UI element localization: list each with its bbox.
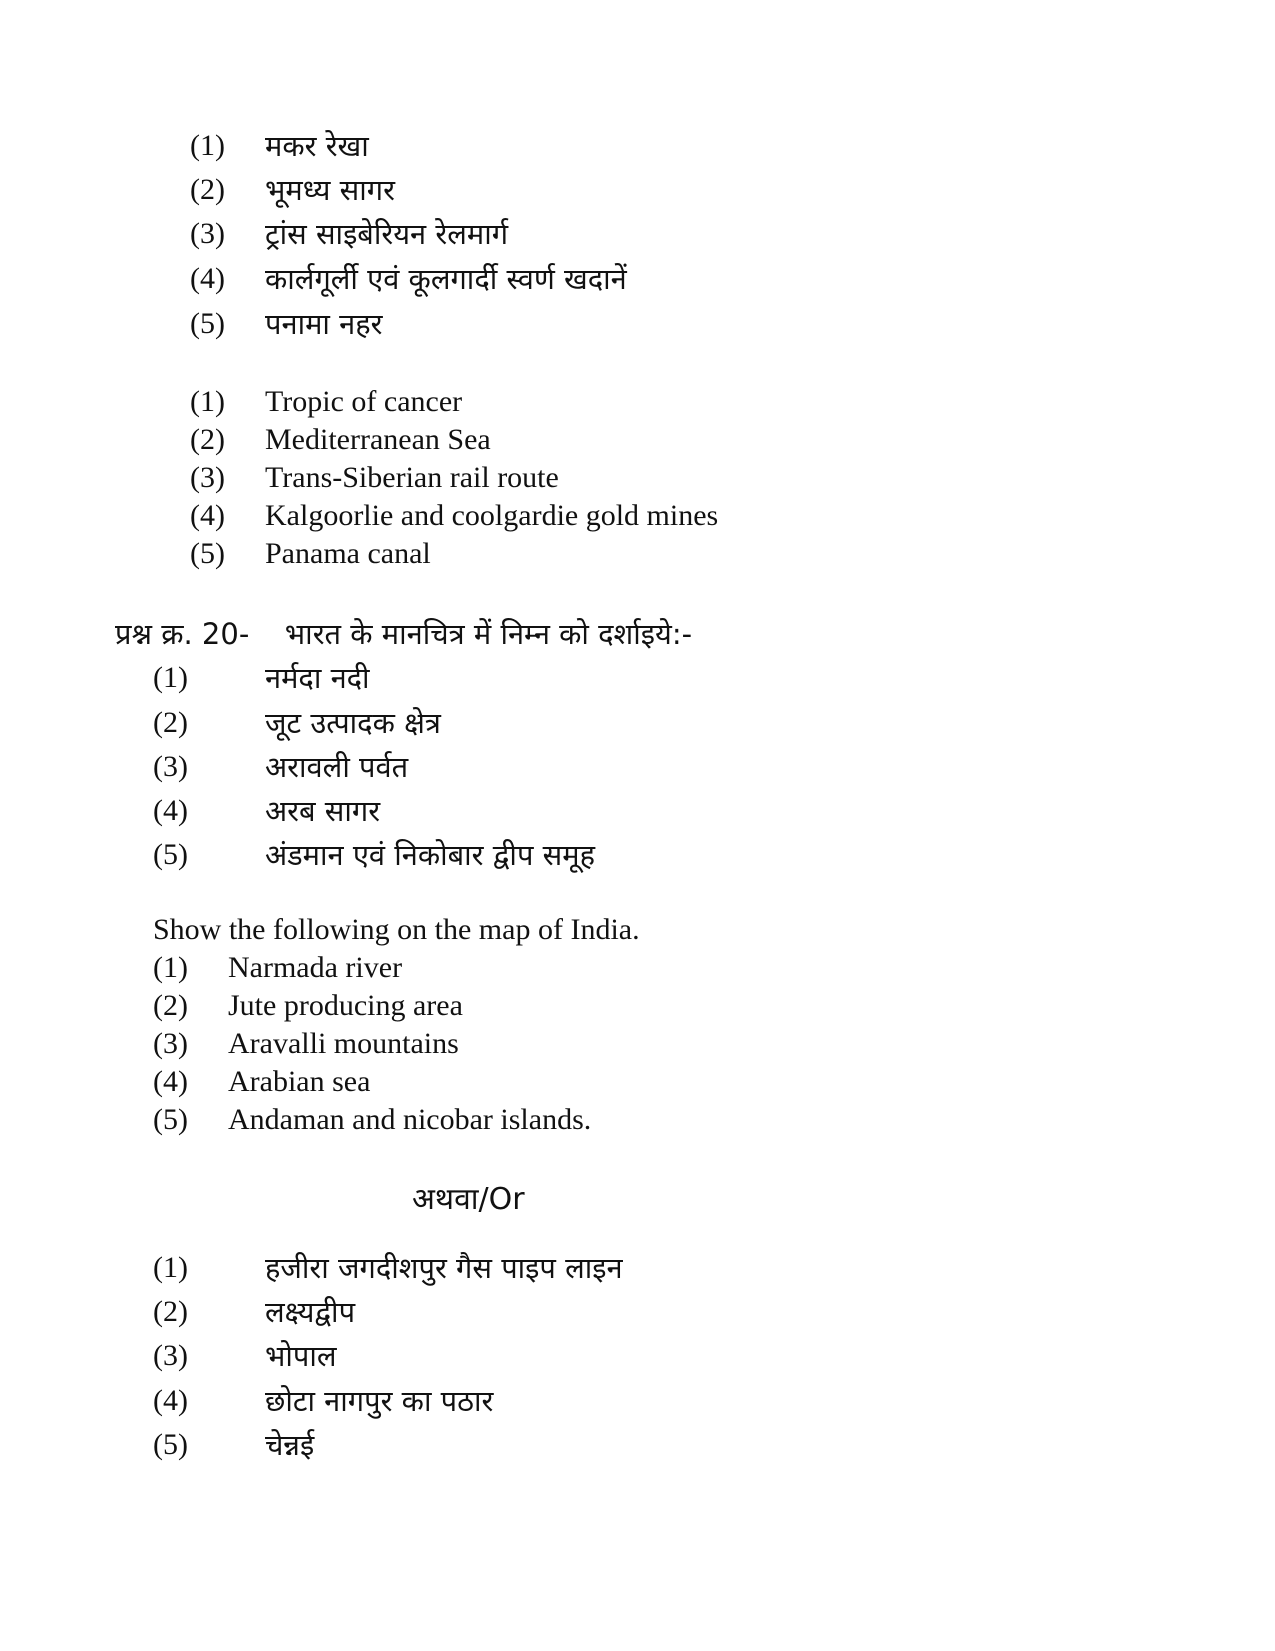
question-prompt-english: Show the following on the map of India. — [153, 913, 640, 946]
item-text: भोपाल — [265, 1339, 337, 1373]
item-text: भूमध्य सागर — [265, 173, 395, 207]
question-heading — [115, 616, 692, 653]
question-prompt-hindi: भारत के मानचित्र में निम्न को दर्शाइये:- — [284, 617, 693, 651]
item-number: (1) — [153, 951, 188, 984]
item-text: अंडमान एवं निकोबार द्वीप समूह — [265, 838, 595, 872]
item-number: (2) — [153, 1295, 188, 1328]
item-text: Mediterranean Sea — [265, 423, 491, 456]
item-text: हजीरा जगदीशपुर गैस पाइप लाइन — [265, 1251, 623, 1285]
item-text: Arabian sea — [228, 1065, 371, 1098]
item-text: Trans-Siberian rail route — [265, 461, 559, 494]
or-separator: अथवा/Or — [412, 1182, 525, 1217]
item-number: (2) — [190, 423, 225, 456]
item-number: (1) — [190, 129, 225, 162]
item-text: Panama canal — [265, 537, 431, 570]
item-number: (4) — [190, 499, 225, 532]
item-number: (5) — [190, 307, 225, 340]
item-text: कार्लगूर्ली एवं कूलगार्दी स्वर्ण खदानें — [265, 262, 627, 296]
item-text: Jute producing area — [228, 989, 463, 1022]
item-number: (2) — [153, 706, 188, 739]
item-text: Aravalli mountains — [228, 1027, 459, 1060]
item-number: (3) — [153, 750, 188, 783]
item-text: नर्मदा नदी — [265, 661, 370, 695]
item-text: Tropic of cancer — [265, 385, 463, 418]
item-number: (3) — [190, 217, 225, 250]
item-text: Kalgoorlie and coolgardie gold mines — [265, 499, 719, 532]
question-label: प्रश्न क्र. 20- — [115, 617, 250, 651]
item-number: (4) — [153, 1065, 188, 1098]
item-number: (1) — [190, 385, 225, 418]
item-number: (4) — [190, 262, 225, 295]
item-number: (4) — [153, 1384, 188, 1417]
item-text: ट्रांस साइबेरियन रेलमार्ग — [265, 217, 509, 251]
item-number: (3) — [190, 461, 225, 494]
item-text: पनामा नहर — [265, 307, 383, 341]
item-number: (4) — [153, 794, 188, 827]
item-number: (3) — [153, 1339, 188, 1372]
item-number: (1) — [153, 1251, 188, 1284]
item-number: (2) — [153, 989, 188, 1022]
item-number: (5) — [153, 1428, 188, 1461]
item-text: चेन्नई — [265, 1428, 315, 1462]
item-text: जूट उत्पादक क्षेत्र — [265, 706, 441, 740]
item-text: लक्ष्यद्वीप — [265, 1295, 356, 1329]
item-number: (3) — [153, 1027, 188, 1060]
item-text: छोटा नागपुर का पठार — [265, 1384, 494, 1418]
item-number: (5) — [153, 838, 188, 871]
item-number: (2) — [190, 173, 225, 206]
item-number: (1) — [153, 661, 188, 694]
item-text: Andaman and nicobar islands. — [228, 1103, 592, 1136]
item-text: अरावली पर्वत — [265, 750, 409, 784]
item-text: अरब सागर — [265, 794, 381, 828]
item-text: Narmada river — [228, 951, 403, 984]
item-number: (5) — [190, 537, 225, 570]
item-text: मकर रेखा — [265, 129, 369, 163]
item-number: (5) — [153, 1103, 188, 1136]
